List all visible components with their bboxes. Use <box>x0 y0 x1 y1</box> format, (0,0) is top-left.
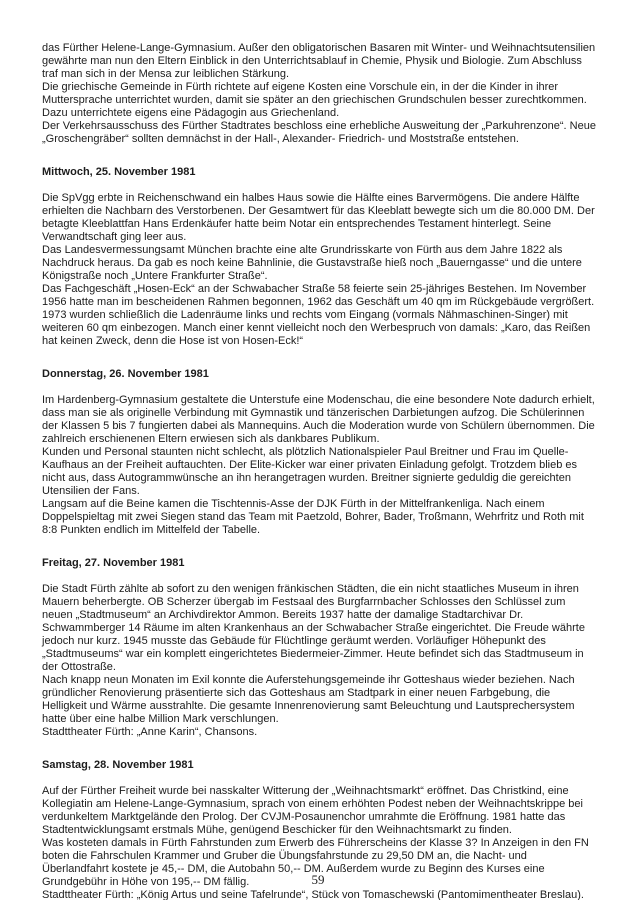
paragraph: Die SpVgg erbte in Reichenschwand ein halbes Haus sowie die Hälfte eines Barvermögens. Die andere Hälfte erhielten die Nachbarn des Verstorbenen. Der Gesamtwert für das Kleeblatt bewegte sich um die 80.000 DM. Der betagte Kleeblattfan Hans Erdenkäufer hatte beim Notar ein entsprechendes Testament hinterlegt. Seine Verwandtschaft ging leer aus. <box>42 192 595 243</box>
paragraph: Was kosteten damals in Fürth Fahrstunden zum Erwerb des Führerscheins der Klasse 3? In Anzeigen in den FN boten die Fahrschulen Krammer und Gruber die Übungsfahrstunde zu 29,50 DM an, die Nacht- und Überlandfahrt kostete je 45,-- DM, die Autobahn 50,-- DM. Außerdem wurde zu Beginn des Kurses eine Grundgebühr in Höhe von 195,-- DM fällig. <box>42 837 589 888</box>
paragraph: Das Landesvermessungsamt München brachte eine alte Grundrisskarte von Fürth aus dem Jahre 1822 als Nachdruck heraus. Da gab es noch keine Bahnlinie, die Gustavstraße hieß noch „Bauerngasse“ und die untere Königstraße noch „Untere Frankfurter Straße“. <box>42 244 582 282</box>
paragraph: Auf der Fürther Freiheit wurde bei nasskalter Witterung der „Weihnachtsmarkt“ eröffnet. Das Christkind, eine Kollegiatin am Helene-Lange-Gymnasium, sprach von einem erhöhten Podest neben der Weihnachtskrippe bei verdunkeltem Marktgelände den Prolog. Der CVJM-Posaunenchor umrahmte die Eröffnung. 1981 hatte das Stadtentwicklungsamt erstmals Mühe, genügend Beschicker für den Weihnachtsmarkt zu finden. <box>42 785 583 836</box>
date-heading: Samstag, 28. November 1981 <box>42 759 194 771</box>
date-heading: Freitag, 27. November 1981 <box>42 557 185 569</box>
paragraph: Der Verkehrsausschuss des Fürther Stadtrates beschloss eine erhebliche Ausweitung der „Parkuhrenzone“. Neue „Groschengräber“ sollten demnächst in der Hall-, Alexander- Friedrich- und Moststraße entstehen. <box>42 120 596 145</box>
paragraph: Im Hardenberg-Gymnasium gestaltete die Unterstufe eine Modenschau, die eine besondere Note dadurch erhielt, dass man sie als originelle Verbindung mit Gymnastik und tänzerischen Darbietungen aufzog. Die Schülerinnen der Klassen 5 bis 7 fungierten dabei als Mannequins. Auch die Moderation wurde von Schülern übernommen. Die zahlreich erschienenen Eltern erwiesen sich als dankbares Publikum. <box>42 394 595 445</box>
paragraph: Langsam auf die Beine kamen die Tischtennis-Asse der DJK Fürth in der Mittelfrankenliga. Nach einem Doppelspieltag mit zwei Siegen stand das Team mit Paetzold, Bohrer, Bader, Troßmann, Wehrfritz und Roth mit 8:8 Punkten endlich im Mittelfeld der Tabelle. <box>42 498 584 536</box>
date-heading: Mittwoch, 25. November 1981 <box>42 166 196 178</box>
paragraph: Kunden und Personal staunten nicht schlecht, als plötzlich Nationalspieler Paul Breitner und Frau im Quelle-Kaufhaus an der Freiheit auftauchten. Der Elite-Kicker war einer privaten Einladung gefolgt. Trotzdem blieb es nicht aus, dass Autogrammwünsche an ihn herangetragen wurden. Breitner signierte geduldig die gereichten Utensilien der Fans. <box>42 446 578 497</box>
page-number: 59 <box>311 872 325 887</box>
paragraph: Das Fachgeschäft „Hosen-Eck“ an der Schwabacher Straße 58 feierte sein 25-jähriges Bestehen. Im November 1956 hatte man im bescheidenen Rahmen begonnen, 1962 das Geschäft um 40 qm im Rückgebäude vergrößert. 1973 wurden schließlich die Ladenräume links und rechts vom Eingang (vormals Nähmaschinen-Singer) mit weiteren 60 qm einbezogen. Manch einer kennt vielleicht noch den Werbespruch von damals: „Karo, das Reißen hat keinen Zweck, denn die Hose ist von Hosen-Eck!“ <box>42 283 595 347</box>
paragraph: Stadttheater Fürth: „König Artus und seine Tafelrunde“, Stück von Tomaschewski (Pantomimentheater Breslau). <box>42 889 584 900</box>
paragraph: Die griechische Gemeinde in Fürth richtete auf eigene Kosten eine Vorschule ein, in der die Kinder in ihrer Muttersprache unterrichtet wurden, damit sie später an den griechischen Grundschulen besser zurechtkommen. Dazu unterrichtete eigens eine Pädagogin aus Griechenland. <box>42 81 587 119</box>
page-content <box>42 42 596 900</box>
paragraph: Die Stadt Fürth zählte ab sofort zu den wenigen fränkischen Städten, die ein nicht staatliches Museum in ihren Mauern beherbergte. OB Scherzer übergab im Festsaal des Burgfarrnbacher Schlosses den Schlüssel zum neuen „Stadtmuseum“ an Archivdirektor Ammon. Bereits 1937 hatte der damalige Stadtarchivar Dr. Schwammberger 14 Räume im alten Krankenhaus an der Schwabacher Straße eingerichtet. Die Freude währte jedoch nur kurz. 1945 musste das Gebäude für Flüchtlinge geräumt werden. Vorläufiger Höhepunkt des „Stadtmuseums“ war ein komplett eingerichtetes Biedermeier-Zimmer. Heute befindet sich das Stadtmuseum in der Ottostraße. <box>42 583 585 673</box>
paragraph: das Fürther Helene-Lange-Gymnasium. Außer den obligatorischen Basaren mit Winter- und Weihnachtsutensilien gewährte man nun den Eltern Einblick in den Unterrichtsablauf in Chemie, Physik und Biologie. Zum Abschluss traf man sich in der Mensa zur leiblichen Stärkung. <box>42 42 596 80</box>
paragraph: Nach knapp neun Monaten im Exil konnte die Auferstehungsgemeinde ihr Gotteshaus wieder beziehen. Nach gründlicher Renovierung präsentierte sich das Gotteshaus am Stadtpark in einer neuen Farbgebung, die Helligkeit und Wärme ausstrahlte. Die gesamte Innenrenovierung samt Beleuchtung und Lautsprechersystem hatte über eine halbe Million Mark verschlungen. <box>42 674 575 725</box>
paragraph: Stadttheater Fürth: „Anne Karin“, Chansons. <box>42 726 258 738</box>
date-heading: Donnerstag, 26. November 1981 <box>42 368 209 380</box>
